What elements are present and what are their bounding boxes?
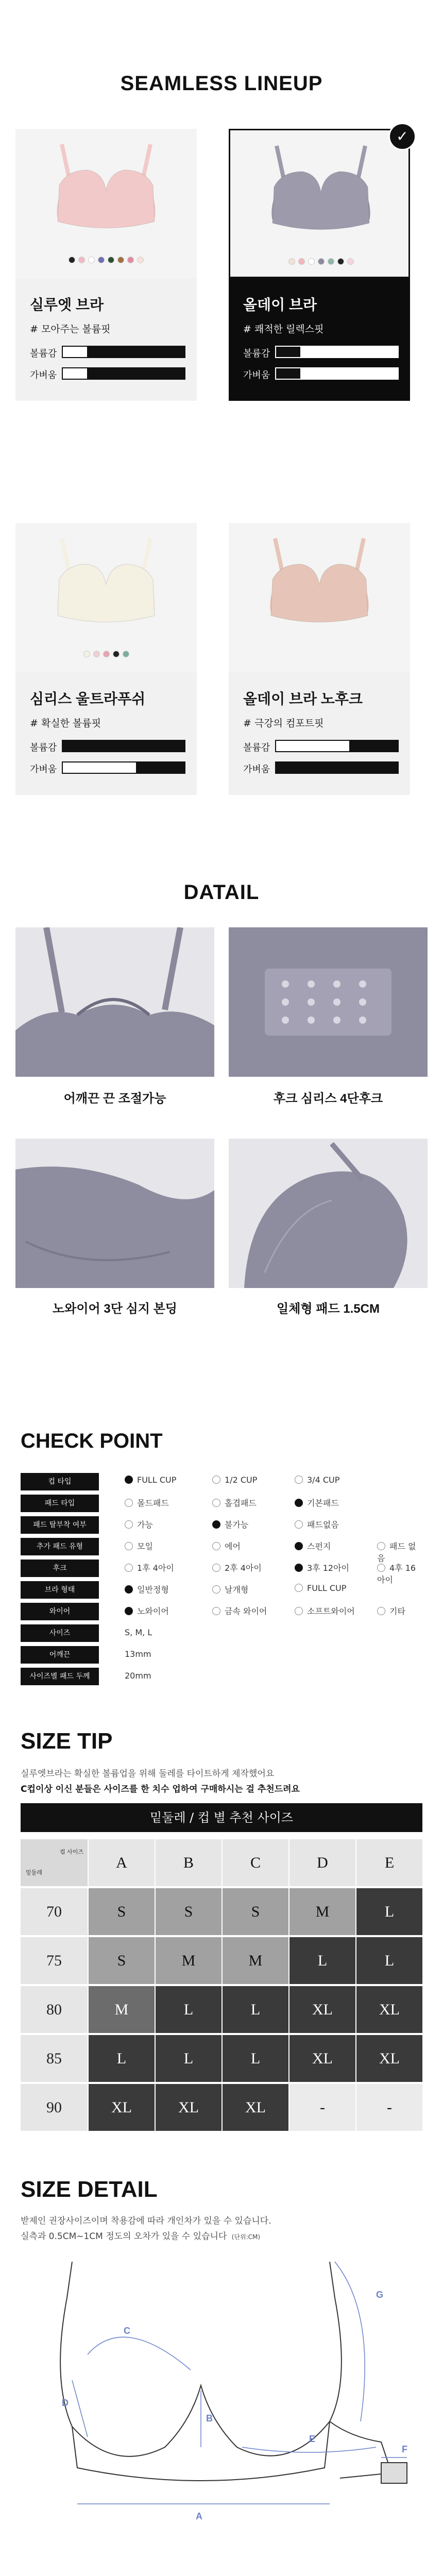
- radio-filled-icon: [125, 1585, 133, 1594]
- radio-empty-icon: [212, 1476, 220, 1484]
- radio-empty-icon: [377, 1564, 385, 1572]
- size-cell: L: [155, 2035, 222, 2082]
- size-cell: XL: [355, 1986, 422, 2033]
- detail-caption-4: 일체형 패드 1.5CM: [277, 1302, 380, 1316]
- detail-title: DATAIL: [183, 881, 260, 904]
- checkpoint-option: 패드 없음: [377, 1541, 416, 1563]
- lightness-rating-bar: [62, 367, 185, 380]
- diagram-label-a: A: [196, 2511, 202, 2521]
- diagram-label-e: E: [309, 2434, 316, 2444]
- volume-rating-bar: [275, 740, 399, 752]
- product-name: 올데이 브라: [243, 297, 317, 313]
- size-cell: -: [288, 2084, 355, 2131]
- lightness-label: 가벼움: [243, 370, 270, 381]
- product-name: 실루엣 브라: [30, 297, 104, 313]
- sizedetail-line2: 실측과 0.5CM~1CM 정도의 오차가 있을 수 있습니다: [21, 2231, 227, 2242]
- color-swatch[interactable]: [288, 258, 295, 265]
- color-swatch[interactable]: [308, 258, 315, 265]
- lightness-label: 가벼움: [30, 370, 57, 381]
- checkpoint-table: [21, 1471, 422, 1687]
- volume-label: 볼륨감: [243, 348, 270, 359]
- product-card-image[interactable]: [229, 523, 410, 672]
- wire-detail-image: [15, 1139, 214, 1288]
- cup-size-header: A: [88, 1839, 155, 1886]
- radio-empty-icon: [295, 1476, 303, 1484]
- size-cell: M: [288, 1888, 355, 1935]
- color-swatch[interactable]: [108, 257, 114, 263]
- band-size-header: 80: [21, 1986, 88, 2033]
- radio-empty-icon: [295, 1520, 303, 1529]
- radio-empty-icon: [377, 1542, 385, 1550]
- diagram-label-g: G: [376, 2290, 384, 2300]
- product-card-info[interactable]: [229, 672, 410, 795]
- radio-empty-icon: [125, 1542, 133, 1550]
- checkpoint-option: 4후 16아이: [377, 1563, 416, 1585]
- radio-empty-icon: [125, 1564, 133, 1572]
- strap-detail-image: [15, 927, 214, 1077]
- product-tagline: # 모아주는 볼륨핏: [30, 324, 111, 335]
- sizetip-line2: C컵이상 이신 분들은 사이즈를 한 치수 업하여 구매하시는 걸 추천드려요: [21, 1784, 300, 1794]
- checkpoint-option: 모일: [125, 1540, 153, 1552]
- checkpoint-row: [21, 1493, 422, 1514]
- cup-size-header: B: [155, 1839, 222, 1886]
- size-cell: L: [355, 1888, 422, 1935]
- size-table-title: 밑둘레 / 컵 별 추천 사이즈: [21, 1803, 422, 1832]
- size-cell: L: [222, 1986, 288, 2033]
- color-swatch[interactable]: [328, 258, 334, 265]
- diagram-label-d: D: [62, 2398, 69, 2408]
- color-swatch[interactable]: [83, 651, 90, 657]
- checkpoint-value: 13mm: [125, 1649, 151, 1659]
- checkpoint-label: 와이어: [21, 1603, 99, 1620]
- lightness-rating-bar: [275, 367, 399, 380]
- checkpoint-label: 사이즈별 패드 두께: [21, 1668, 99, 1685]
- radio-filled-icon: [295, 1499, 303, 1507]
- checkpoint-row: [21, 1514, 422, 1536]
- checkpoint-option: 홀겹패드: [212, 1497, 257, 1509]
- product-card-info[interactable]: [15, 672, 197, 795]
- size-table-corner: 컵 사이즈 밑둘레: [21, 1839, 88, 1886]
- band-size-header: 90: [21, 2084, 88, 2131]
- checkpoint-label: 컵 타입: [21, 1473, 99, 1490]
- product-tagline: # 확실한 볼륨핏: [30, 718, 101, 729]
- checkpoint-row: [21, 1622, 422, 1644]
- size-cell: L: [88, 2035, 155, 2082]
- bra-product-image: [46, 533, 166, 631]
- color-swatch[interactable]: [93, 651, 100, 657]
- radio-empty-icon: [125, 1499, 133, 1507]
- checkpoint-option: 패드없음: [295, 1518, 339, 1530]
- radio-empty-icon: [212, 1499, 220, 1507]
- color-swatch[interactable]: [98, 257, 105, 263]
- color-swatch[interactable]: [127, 257, 134, 263]
- checkpoint-option: 2후 4아이: [212, 1562, 262, 1573]
- sizedetail-unit: (단위:CM): [231, 2233, 261, 2241]
- size-cell: XL: [155, 2084, 222, 2131]
- checkpoint-title: CHECK POINT: [21, 1430, 163, 1452]
- product-tagline: # 극강의 컴포트핏: [243, 718, 324, 729]
- size-cell: S: [155, 1888, 222, 1935]
- radio-empty-icon: [212, 1585, 220, 1594]
- checkpoint-option: 3/4 CUP: [295, 1475, 339, 1485]
- lightness-label: 가벼움: [30, 764, 57, 775]
- checkpoint-label: 패드 탈부착 여부: [21, 1516, 99, 1534]
- checkpoint-label: 후크: [21, 1560, 99, 1577]
- selected-check-icon: ✓: [388, 123, 416, 150]
- color-swatch[interactable]: [117, 257, 124, 263]
- checkpoint-option: 소프트와이어: [295, 1605, 355, 1617]
- volume-rating-bar: [275, 346, 399, 358]
- detail-caption-2: 후크 심리스 4단후크: [273, 1092, 383, 1106]
- diagram-label-c: C: [124, 2326, 130, 2336]
- checkpoint-option: 날개형: [212, 1583, 248, 1595]
- lightness-label: 가벼움: [243, 764, 270, 775]
- radio-empty-icon: [295, 1584, 303, 1592]
- checkpoint-label: 어깨끈: [21, 1646, 99, 1664]
- volume-rating-bar: [62, 740, 185, 752]
- size-cell: M: [155, 1937, 222, 1984]
- color-swatch[interactable]: [78, 257, 85, 263]
- checkpoint-label: 패드 타입: [21, 1495, 99, 1512]
- product-card-info[interactable]: [15, 278, 197, 401]
- radio-empty-icon: [212, 1564, 220, 1572]
- radio-filled-icon: [125, 1607, 133, 1615]
- size-cell: XL: [288, 1986, 355, 2033]
- color-swatch[interactable]: [88, 257, 95, 263]
- radio-empty-icon: [125, 1520, 133, 1529]
- checkpoint-row: [21, 1644, 422, 1666]
- checkpoint-option: 에어: [212, 1540, 241, 1552]
- size-cell: M: [88, 1986, 155, 2033]
- checkpoint-option: 몰드패드: [125, 1497, 169, 1509]
- band-size-header: 85: [21, 2035, 88, 2082]
- checkpoint-label: 추가 패드 유형: [21, 1538, 99, 1555]
- size-table-row: [21, 1888, 422, 1937]
- color-swatch[interactable]: [69, 257, 75, 263]
- size-cell: S: [88, 1888, 155, 1935]
- cup-size-header: D: [288, 1839, 355, 1886]
- color-swatches: [15, 650, 197, 659]
- size-cell: L: [355, 1937, 422, 1984]
- volume-label: 볼륨감: [30, 348, 57, 359]
- size-cell: -: [355, 2084, 422, 2131]
- band-size-header: 75: [21, 1937, 88, 1984]
- size-cell: L: [222, 2035, 288, 2082]
- lightness-rating-bar: [275, 761, 399, 774]
- hook-detail-image: [229, 927, 428, 1077]
- bra-product-image: [46, 139, 166, 237]
- radio-filled-icon: [212, 1520, 220, 1529]
- size-cell: XL: [355, 2035, 422, 2082]
- size-table-header: [21, 1839, 422, 1888]
- checkpoint-row: [21, 1557, 422, 1585]
- checkpoint-option: 불가능: [212, 1518, 248, 1530]
- checkpoint-option: FULL CUP: [295, 1583, 346, 1593]
- color-swatch[interactable]: [298, 258, 305, 265]
- product-card-image[interactable]: [15, 523, 197, 672]
- checkpoint-label: 사이즈: [21, 1624, 99, 1642]
- sizetip-line1: 실루엣브라는 확실한 볼륨업을 위해 둘레를 타이트하게 제작했어요: [21, 1769, 275, 1779]
- volume-rating-bar: [62, 346, 185, 358]
- color-swatch[interactable]: [337, 258, 344, 265]
- checkpoint-option: 스펀지: [295, 1540, 331, 1552]
- diagram-label-f: F: [402, 2444, 407, 2454]
- checkpoint-option: 1/2 CUP: [212, 1475, 257, 1485]
- measurement-diagram: [21, 2251, 422, 2566]
- diagram-label-b: B: [206, 2413, 213, 2424]
- product-tagline: # 쾌적한 릴렉스핏: [243, 324, 324, 335]
- color-swatches: [230, 257, 412, 267]
- size-table-row: [21, 1986, 422, 2035]
- size-cell: XL: [222, 2084, 288, 2131]
- size-cell: XL: [88, 2084, 155, 2131]
- size-recommend-table: [21, 1839, 422, 2133]
- color-swatch[interactable]: [347, 258, 354, 265]
- size-table-row: [21, 2084, 422, 2133]
- product-card-info[interactable]: [229, 278, 410, 401]
- radio-empty-icon: [377, 1607, 385, 1615]
- product-card-image[interactable]: [229, 129, 410, 278]
- radio-filled-icon: [295, 1564, 303, 1572]
- bra-product-image: [260, 533, 379, 631]
- radio-empty-icon: [212, 1542, 220, 1550]
- radio-filled-icon: [295, 1542, 303, 1550]
- radio-empty-icon: [295, 1607, 303, 1615]
- checkpoint-option: 기본패드: [295, 1497, 339, 1509]
- checkpoint-option: 기타: [377, 1605, 405, 1617]
- size-table-row: [21, 1937, 422, 1986]
- volume-label: 볼륨감: [243, 742, 270, 753]
- color-swatch[interactable]: [123, 651, 129, 657]
- detail-caption-1: 어깨끈 끈 조절가능: [63, 1092, 166, 1106]
- checkpoint-option: 일반정형: [125, 1583, 169, 1595]
- size-table-row: [21, 2035, 422, 2084]
- sizedetail-title: SIZE DETAIL: [21, 2177, 158, 2202]
- checkpoint-row: [21, 1536, 422, 1563]
- lightness-rating-bar: [62, 761, 185, 774]
- size-cell: XL: [288, 2035, 355, 2082]
- size-cell: L: [155, 1986, 222, 2033]
- color-swatches: [15, 256, 197, 265]
- checkpoint-option: 1후 4아이: [125, 1562, 174, 1573]
- size-cell: S: [222, 1888, 288, 1935]
- checkpoint-option: 3후 12아이: [295, 1562, 349, 1573]
- product-card-image[interactable]: [15, 129, 197, 278]
- color-swatch[interactable]: [137, 257, 144, 263]
- checkpoint-option: 노와이어: [125, 1605, 169, 1617]
- sizetip-title: SIZE TIP: [21, 1728, 113, 1754]
- checkpoint-row: [21, 1579, 422, 1601]
- color-swatch[interactable]: [318, 258, 325, 265]
- size-cell: S: [88, 1937, 155, 1984]
- checkpoint-option: 가능: [125, 1518, 153, 1530]
- cup-size-header: E: [355, 1839, 422, 1886]
- size-cell: M: [222, 1937, 288, 1984]
- lineup-title: SEAMLESS LINEUP: [120, 72, 323, 95]
- checkpoint-row: [21, 1601, 422, 1622]
- bra-product-image: [261, 141, 381, 239]
- color-swatch[interactable]: [103, 651, 110, 657]
- detail-caption-3: 노와이어 3단 심지 본딩: [52, 1302, 177, 1316]
- size-cell: L: [288, 1937, 355, 1984]
- checkpoint-row: [21, 1471, 422, 1493]
- checkpoint-option: 금속 와이어: [212, 1605, 267, 1617]
- cup-size-header: C: [222, 1839, 288, 1886]
- checkpoint-value: S, M, L: [125, 1628, 152, 1637]
- checkpoint-label: 브라 형태: [21, 1581, 99, 1599]
- checkpoint-option: FULL CUP: [125, 1475, 176, 1485]
- radio-empty-icon: [212, 1607, 220, 1615]
- pad-detail-image: [229, 1139, 428, 1288]
- product-name: 올데이 브라 노후크: [243, 691, 363, 707]
- product-name: 심리스 울트라푸쉬: [30, 691, 146, 707]
- radio-filled-icon: [125, 1476, 133, 1484]
- volume-label: 볼륨감: [30, 742, 57, 753]
- color-swatch[interactable]: [113, 651, 120, 657]
- band-size-header: 70: [21, 1888, 88, 1935]
- sizedetail-line1: 받제인 권장사이즈이며 착용감에 따라 개인차가 있을 수 있습니다.: [21, 2216, 271, 2226]
- checkpoint-row: [21, 1666, 422, 1687]
- checkpoint-value: 20mm: [125, 1671, 151, 1681]
